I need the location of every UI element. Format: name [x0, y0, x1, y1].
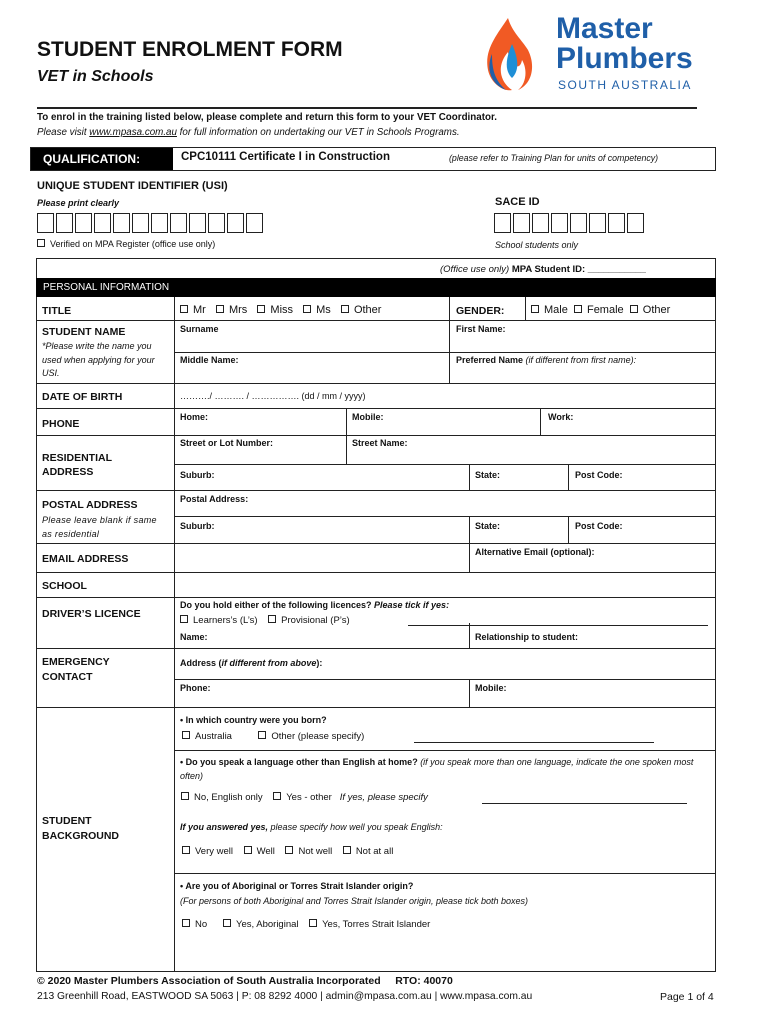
- relationship-field[interactable]: Relationship to student:: [475, 632, 578, 642]
- english-options: [182, 846, 393, 857]
- atsi-note: (For persons of both Aboriginal and Torres Strait Islander origin, please tick both boxes): [180, 896, 529, 906]
- country-options: [182, 731, 364, 742]
- title-mr-option[interactable]: Mr: [180, 304, 206, 316]
- postal-address-field[interactable]: Postal Address:: [180, 494, 249, 504]
- atsi-tsi-option[interactable]: Yes, Torres Strait Islander: [309, 919, 430, 930]
- well-option[interactable]: Well: [244, 846, 275, 857]
- dob-label: DATE OF BIRTH: [42, 391, 123, 403]
- residential-label-1: RESIDENTIAL: [42, 452, 113, 464]
- title-other-option[interactable]: Other: [341, 304, 382, 316]
- footer-rto: RTO: 40070: [395, 975, 453, 987]
- logo: [478, 14, 718, 94]
- usi-verified: [37, 239, 215, 249]
- language-question: • Do you speak a language other than English at home? (if you speak more than one language, indicate the one spoken most often): [180, 757, 694, 781]
- title-label: TITLE: [42, 305, 72, 317]
- personal-info-header: PERSONAL INFORMATION: [36, 278, 716, 297]
- title-miss-option[interactable]: Miss: [257, 304, 293, 316]
- no-english-only-option[interactable]: No, English only: [181, 792, 263, 803]
- office-note: (Office use only): [440, 264, 510, 275]
- licence-options: [180, 615, 350, 626]
- student-name-label: STUDENT NAME: [42, 326, 126, 338]
- qualification-note: (please refer to Training Plan for units of competency): [449, 153, 659, 163]
- mobile-phone-field[interactable]: Mobile:: [352, 412, 384, 422]
- visit-post: for full information on undertaking our VET in Schools Programs.: [176, 127, 460, 138]
- licence-label: DRIVER’S LICENCE: [42, 608, 141, 620]
- postal-postcode-field[interactable]: Post Code:: [575, 521, 623, 531]
- form-subtitle: VET in Schools: [37, 68, 154, 85]
- gender-options: [531, 304, 670, 316]
- english-question: If you answered yes, please specify how well you speak English:: [180, 822, 443, 832]
- qualification-label: QUALIFICATION:: [31, 148, 173, 170]
- dob-field[interactable]: ………./ ………. / ……………. (dd / mm / yyyy): [180, 391, 366, 401]
- street-number-field[interactable]: Street or Lot Number:: [180, 438, 274, 448]
- office-use-row: [440, 264, 646, 275]
- postal-suburb-field[interactable]: Suburb:: [180, 521, 215, 531]
- mpa-student-id: MPA Student ID: ___________: [511, 264, 646, 275]
- sace-label: SACE ID: [495, 196, 540, 208]
- sace-boxes[interactable]: [494, 213, 646, 238]
- footer-copyright: © 2020 Master Plumbers Association of South Australia Incorporated RTO: 40070: [37, 975, 453, 987]
- licence-question: Do you hold either of the following licences? Please tick if yes:: [180, 600, 450, 610]
- not-well-option[interactable]: Not well: [285, 846, 332, 857]
- language-line: [482, 803, 687, 804]
- other-country-line: [414, 742, 654, 743]
- footer-address: 213 Greenhill Road, EASTWOOD SA 5063 | P: 08 8292 4000 | admin@mpasa.com.au | www.mpasa.com.au: [37, 991, 533, 1002]
- preferred-name-field[interactable]: Preferred Name (if different from first name):: [456, 355, 637, 365]
- usi-heading: UNIQUE STUDENT IDENTIFIER (USI): [37, 180, 228, 192]
- residential-label-2: ADDRESS: [42, 466, 94, 478]
- emergency-mobile-field[interactable]: Mobile:: [475, 683, 507, 693]
- gender-label: GENDER:: [456, 305, 505, 317]
- other-country-option[interactable]: Other (please specify): [258, 731, 364, 742]
- header-divider: [37, 107, 697, 109]
- work-phone-field[interactable]: Work:: [548, 412, 574, 422]
- atsi-options: [182, 919, 430, 930]
- yes-specify-label: If yes, please specify: [339, 792, 428, 803]
- street-name-field[interactable]: Street Name:: [352, 438, 408, 448]
- not-at-all-option[interactable]: Not at all: [343, 846, 394, 857]
- atsi-no-option[interactable]: No: [182, 919, 207, 930]
- australia-option[interactable]: Australia: [182, 731, 232, 742]
- gender-male-option[interactable]: Male: [531, 304, 568, 316]
- verified-label: Verified on MPA Register (office use only): [50, 239, 216, 249]
- logo-plumbers: Plumbers: [556, 42, 693, 75]
- title-ms-option[interactable]: Ms: [303, 304, 331, 316]
- language-options: [181, 792, 428, 803]
- background-label-2: BACKGROUND: [42, 830, 119, 842]
- emergency-phone-field[interactable]: Phone:: [180, 683, 211, 693]
- yes-other-option[interactable]: Yes - other: [273, 792, 332, 803]
- emergency-label-2: CONTACT: [42, 671, 93, 683]
- licence-line: [408, 625, 708, 626]
- visit-pre: Please visit: [37, 127, 90, 138]
- emergency-label-1: EMERGENCY: [42, 656, 110, 668]
- website-link[interactable]: www.mpasa.com.au: [89, 127, 177, 138]
- very-well-option[interactable]: Very well: [182, 846, 233, 857]
- page-number: Page 1 of 4: [660, 991, 714, 1003]
- provisional-option[interactable]: Provisional (P’s): [268, 615, 349, 626]
- atsi-question: • Are you of Aboriginal or Torres Strait Islander origin?: [180, 881, 414, 891]
- background-label-1: STUDENT: [42, 815, 92, 827]
- middle-name-field[interactable]: Middle Name:: [180, 355, 239, 365]
- title-mrs-option[interactable]: Mrs: [216, 304, 247, 316]
- atsi-aboriginal-option[interactable]: Yes, Aboriginal: [223, 919, 299, 930]
- logo-south-australia: SOUTH AUSTRALIA: [558, 78, 692, 92]
- postal-state-field[interactable]: State:: [475, 521, 501, 531]
- emergency-address-field[interactable]: Address (if different from above):: [180, 658, 323, 668]
- usi-print-clearly: Please print clearly: [37, 198, 120, 208]
- qualification-value: CPC10111 Certificate I in Construction: [181, 151, 390, 163]
- res-suburb-field[interactable]: Suburb:: [180, 470, 215, 480]
- logo-master: Master: [556, 12, 653, 45]
- postal-label: POSTAL ADDRESS: [42, 499, 138, 511]
- res-state-field[interactable]: State:: [475, 470, 501, 480]
- flame-icon: [478, 14, 536, 94]
- res-postcode-field[interactable]: Post Code:: [575, 470, 623, 480]
- usi-boxes[interactable]: [37, 213, 265, 238]
- learners-option[interactable]: Learners’s (L’s): [180, 615, 258, 626]
- postal-note: Please leave blank if same as residential: [42, 515, 157, 539]
- gender-female-option[interactable]: Female: [574, 304, 624, 316]
- instruction-visit: [37, 127, 460, 138]
- title-options: [180, 304, 381, 316]
- alt-email-field[interactable]: Alternative Email (optional):: [475, 547, 595, 557]
- verified-checkbox[interactable]: [37, 239, 45, 247]
- qualification-row: [30, 147, 716, 171]
- school-label: SCHOOL: [42, 580, 87, 592]
- gender-other-option[interactable]: Other: [630, 304, 671, 316]
- form-title: STUDENT ENROLMENT FORM: [37, 38, 343, 61]
- email-label: EMAIL ADDRESS: [42, 553, 129, 565]
- country-question: • In which country were you born?: [180, 715, 327, 725]
- emergency-name-field[interactable]: Name:: [180, 632, 208, 642]
- phone-label: PHONE: [42, 418, 80, 430]
- student-name-note: *Please write the name you used when applying for your USI.: [42, 341, 155, 378]
- surname-field[interactable]: Surname: [180, 324, 219, 334]
- home-phone-field[interactable]: Home:: [180, 412, 209, 422]
- sace-school-only: School students only: [495, 240, 579, 250]
- instruction-text: To enrol in the training listed below, please complete and return this form to your VET Coordinator.: [37, 112, 497, 123]
- first-name-field[interactable]: First Name:: [456, 324, 506, 334]
